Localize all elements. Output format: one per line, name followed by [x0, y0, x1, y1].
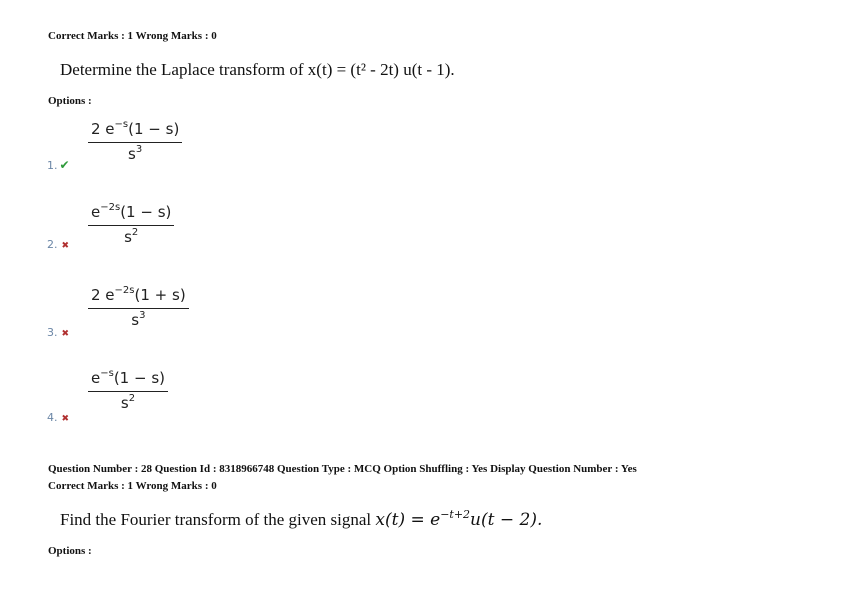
- option-4[interactable]: [47, 411, 69, 424]
- cross-icon: ✖: [61, 329, 70, 339]
- option-2-num-tail: (1 − s): [120, 203, 172, 221]
- options-label-2: Options :: [48, 545, 92, 557]
- option-2-expression: [88, 203, 174, 246]
- option-4-num-coef: e: [91, 369, 101, 387]
- question-2-prefix: Find the Fourier transform of the given signal: [60, 510, 376, 529]
- question-meta: Question Number : 28 Question Id : 8318966748 Question Type : MCQ Option Shuffling : Yes Display Question Number : Yes: [48, 463, 637, 475]
- equation-tail: u(t − 2).: [470, 510, 543, 530]
- option-3-number: 3.: [47, 326, 58, 339]
- marks-line-2: Correct Marks : 1 Wrong Marks : 0: [48, 480, 217, 492]
- option-4-expression: [88, 369, 168, 412]
- option-1-num-coef: 2 e: [91, 120, 115, 138]
- option-3-den-exp: 3: [139, 310, 146, 321]
- option-4-den-exp: 2: [128, 393, 136, 404]
- option-2-den-base: s: [124, 228, 132, 246]
- option-3-expression: [88, 286, 189, 329]
- check-icon: ✔: [59, 158, 70, 172]
- option-2-num-coef: e: [91, 203, 101, 221]
- equation-exponent: −t+2: [440, 508, 471, 521]
- option-1-num-exp: −s: [114, 119, 129, 130]
- option-2-num-exp: −2s: [100, 202, 121, 213]
- option-1-den-exp: 3: [135, 144, 143, 155]
- option-2-den-exp: 2: [131, 227, 139, 238]
- option-3-num-exp: −2s: [114, 285, 135, 296]
- question-text: Determine the Laplace transform of x(t) = (t² - 2t) u(t - 1).: [60, 60, 455, 79]
- options-label: Options :: [48, 95, 92, 107]
- option-2-number: 2.: [47, 238, 58, 251]
- cross-icon: ✖: [61, 414, 70, 424]
- option-1-den-base: s: [128, 145, 136, 163]
- option-3[interactable]: [47, 326, 69, 339]
- option-1-number: 1.: [47, 159, 58, 172]
- option-3-den-base: s: [131, 311, 140, 329]
- marks-line: Correct Marks : 1 Wrong Marks : 0: [48, 30, 217, 42]
- equation-lhs: x(t) = e: [375, 510, 441, 530]
- option-4-num-tail: (1 − s): [113, 369, 165, 387]
- option-3-num-tail: (1 + s): [134, 286, 186, 304]
- option-4-number: 4.: [47, 411, 58, 424]
- option-1-expression: [88, 120, 182, 163]
- option-4-den-base: s: [120, 394, 129, 412]
- option-3-num-coef: 2 e: [91, 286, 115, 304]
- question-text-2: [60, 510, 542, 530]
- cross-icon: ✖: [61, 241, 70, 251]
- option-1[interactable]: [47, 158, 70, 172]
- option-4-num-exp: −s: [100, 368, 114, 379]
- option-1-num-tail: (1 − s): [128, 120, 180, 138]
- option-2[interactable]: [47, 238, 69, 251]
